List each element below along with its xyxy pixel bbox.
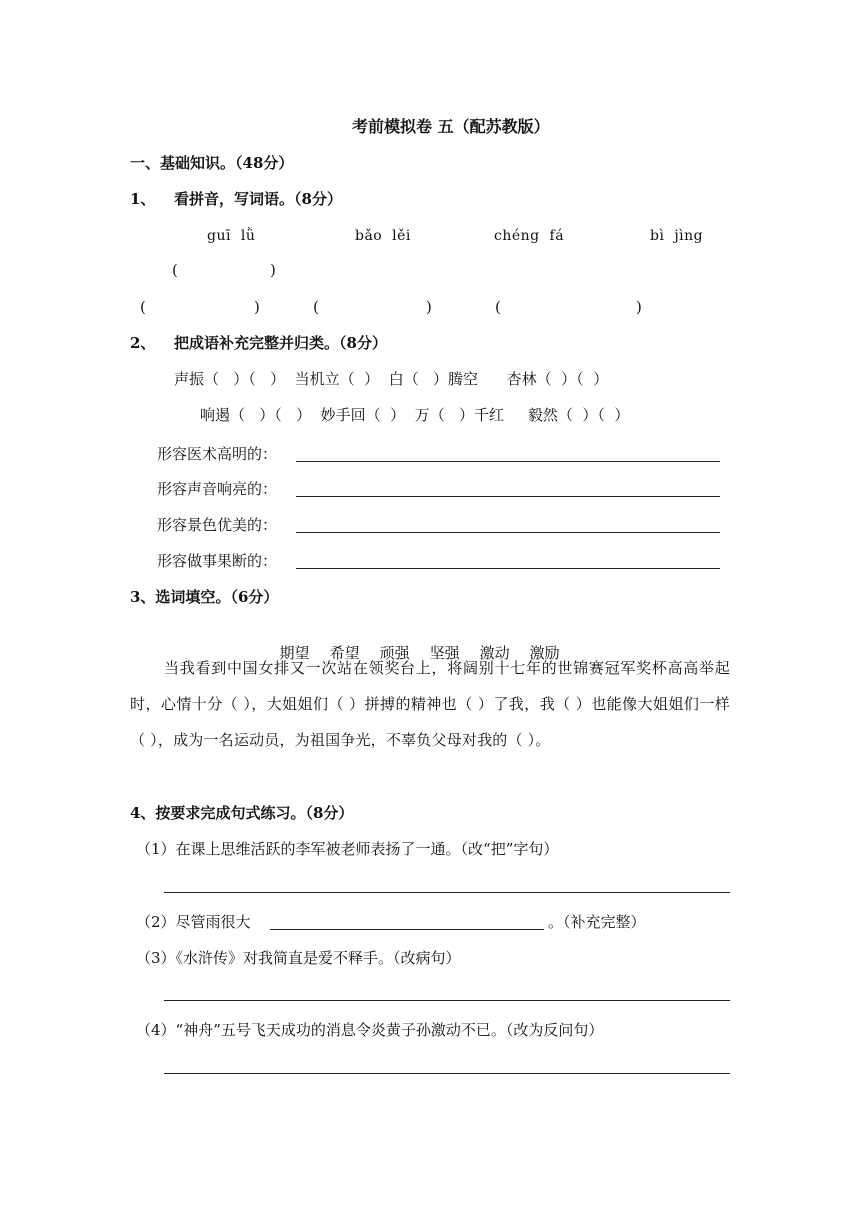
pinyin-4: bì jìng [650, 228, 704, 244]
sentence-1: （1）在课上思维活跃的李军被老师表扬了一通。（改“把”字句） [136, 840, 559, 858]
category-label: 形容医术高明的： [157, 445, 278, 463]
sentence-2: （2）尽管雨很大 [136, 913, 251, 931]
answer-blank-open[interactable]: ( [313, 298, 319, 316]
answer-line[interactable] [296, 461, 720, 462]
q2-number: 2、 [130, 334, 156, 352]
answer-line[interactable] [270, 929, 544, 930]
answer-blank-open[interactable]: ( [172, 261, 178, 279]
section-heading: 一、基础知识。（48分） [130, 154, 294, 172]
word-option: 坚强 [429, 644, 460, 662]
idiom-row: 响遏（ ）（ ） 妙手回（ ） 万（ ）千红 毅然（ ）（ ） [200, 406, 630, 424]
sentence-2-suffix: 。（补充完整） [548, 913, 646, 931]
word-option: 期望 [279, 644, 310, 662]
pinyin-2: bǎo lěi [355, 228, 411, 244]
sentence-4: （4）“神舟”五号飞天成功的消息令炎黄子孙激动不已。（改为反问句） [136, 1021, 604, 1039]
answer-line[interactable] [296, 532, 720, 533]
category-label: 形容声音响亮的： [157, 480, 278, 498]
q4-prompt: 4、按要求完成句式练习。（8分） [130, 804, 354, 822]
answer-line[interactable] [164, 1073, 730, 1074]
q1-number: 1、 [130, 190, 156, 208]
pinyin-3: chéng fá [494, 228, 565, 244]
answer-blank-close[interactable]: ) [254, 298, 260, 316]
word-option: 希望 [329, 644, 360, 662]
idiom-row: 声振（ ）（ ） 当机立（ ） 白（ ）腾空 杏林（ ）（ ） [174, 370, 609, 388]
answer-blank-open[interactable]: ( [495, 298, 501, 316]
pinyin-1: guī lǜ [207, 228, 256, 244]
word-option: 顽强 [379, 644, 410, 662]
page-title: 考前模拟卷 五（配苏教版） [352, 117, 550, 136]
fill-blank-paragraph: 当我看到中国女排又一次站在领奖台上，将阔别十七年的世锦赛冠军奖杯高高举起时，心情十分（ ），大姐姐们（ ）拼搏的精神也（ ）了我，我（ ）也能像大姐姐们一样（ ），成为一名运动员，为祖国争光，不辜负父母对我的（ ）。 [130, 659, 730, 749]
word-option: 激励 [529, 644, 560, 662]
answer-blank-open[interactable]: ( [140, 298, 146, 316]
word-option: 激动 [479, 644, 510, 662]
category-label: 形容做事果断的： [157, 552, 278, 570]
sentence-3: （3）《水浒传》对我简直是爱不释手。（改病句） [136, 949, 461, 967]
answer-blank-close[interactable]: ) [636, 298, 642, 316]
answer-line[interactable] [296, 568, 720, 569]
answer-line[interactable] [164, 892, 730, 893]
answer-line[interactable] [164, 1000, 730, 1001]
answer-blank-close[interactable]: ) [426, 298, 432, 316]
answer-blank-close[interactable]: ) [270, 261, 276, 279]
answer-line[interactable] [296, 496, 720, 497]
q1-prompt: 看拼音，写词语。（8分） [174, 190, 342, 208]
category-label: 形容景色优美的： [157, 516, 278, 534]
q3-prompt: 3、选词填空。（6分） [130, 588, 279, 606]
q2-prompt: 把成语补充完整并归类。（8分） [174, 334, 387, 352]
